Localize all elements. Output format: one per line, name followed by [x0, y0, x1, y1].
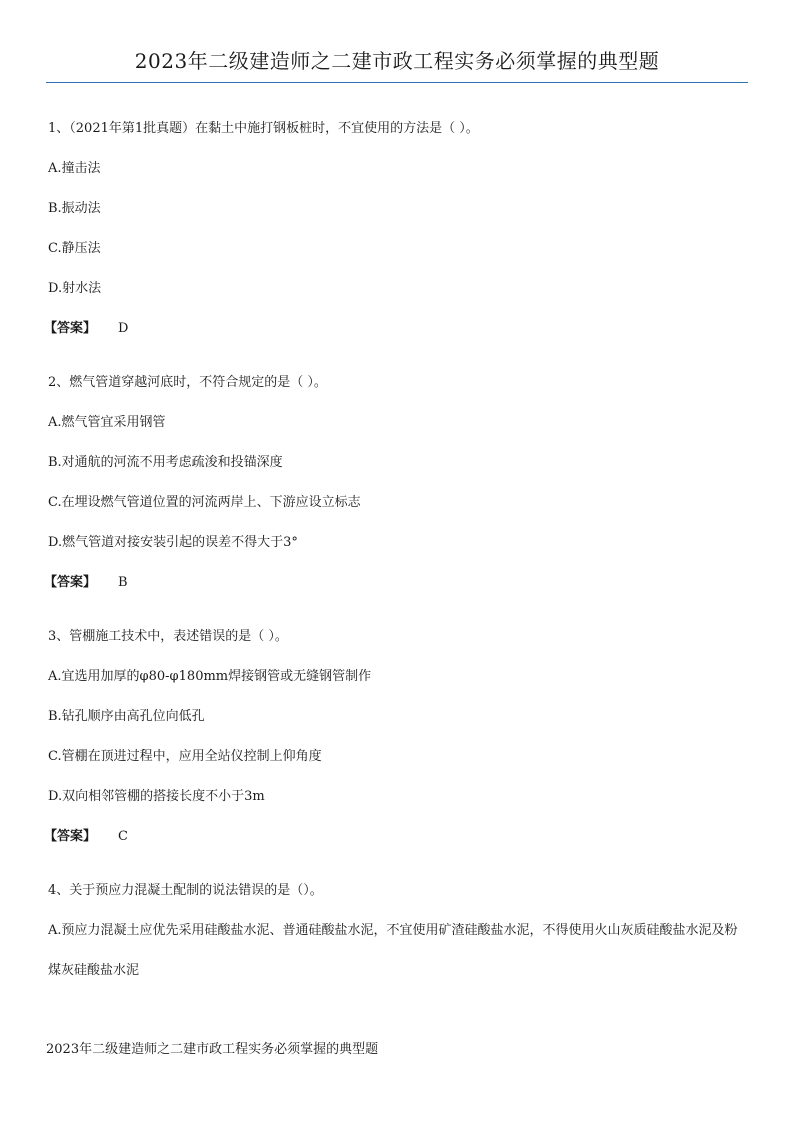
page-title: 2023年二级建造师之二建市政工程实务必须掌握的典型题 — [134, 49, 660, 73]
answer-line — [44, 316, 746, 342]
answer-label: 【答案】 — [44, 321, 97, 336]
answer-label: 【答案】 — [44, 829, 97, 844]
option-c: C.在埋设燃气管道位置的河流两岸上、下游应设立标志 — [48, 495, 361, 510]
option-a: A.预应力混凝土应优先采用硅酸盐水泥、普通硅酸盐水泥，不宜使用矿渣硅酸盐水泥，不得使用火山灰质硅酸盐水泥及粉煤灰硅酸盐水泥 — [48, 923, 738, 978]
question-3 — [44, 624, 746, 850]
option-d: D.燃气管道对接安装引起的误差不得大于3° — [48, 535, 298, 550]
question-stem: 4、关于预应力混凝土配制的说法错误的是（）。 — [48, 883, 323, 898]
question-stem: 2、燃气管道穿越河底时，不符合规定的是（ ）。 — [48, 375, 327, 390]
option-a: A.燃气管宜采用钢管 — [48, 415, 166, 430]
option-b: B.振动法 — [48, 201, 101, 216]
question-1 — [44, 116, 746, 342]
question-4 — [48, 878, 746, 991]
answer-label: 【答案】 — [44, 575, 97, 590]
answer-value: D — [118, 321, 129, 336]
question-stem: 3、管棚施工技术中，表述错误的是（ ）。 — [48, 629, 288, 644]
answer-value: C — [118, 829, 128, 844]
option-c: C.静压法 — [48, 241, 101, 256]
footer-title: 2023年二级建造师之二建市政工程实务必须掌握的典型题 — [46, 1042, 379, 1057]
answer-line — [44, 824, 746, 850]
option-b: B.钻孔顺序由高孔位向低孔 — [48, 709, 205, 724]
question-list — [44, 116, 746, 1005]
option-b: B.对通航的河流不用考虑疏浚和投锚深度 — [48, 455, 283, 470]
page-header — [46, 46, 748, 83]
answer-line — [44, 570, 746, 596]
option-c: C.管棚在顶进过程中，应用全站仪控制上仰角度 — [48, 749, 322, 764]
answer-value: B — [118, 575, 128, 590]
option-d: D.射水法 — [48, 281, 102, 296]
question-2 — [44, 370, 746, 596]
option-a: A.撞击法 — [48, 161, 101, 176]
page-footer — [46, 1040, 378, 1060]
question-stem: 1、（2021年第1批真题）在黏土中施打钢板桩时，不宜使用的方法是（ ）。 — [48, 121, 479, 136]
option-a: A.宜选用加厚的φ80-φ180mm焊接钢管或无缝钢管制作 — [48, 669, 372, 684]
option-d: D.双向相邻管棚的搭接长度不小于3m — [48, 789, 265, 804]
